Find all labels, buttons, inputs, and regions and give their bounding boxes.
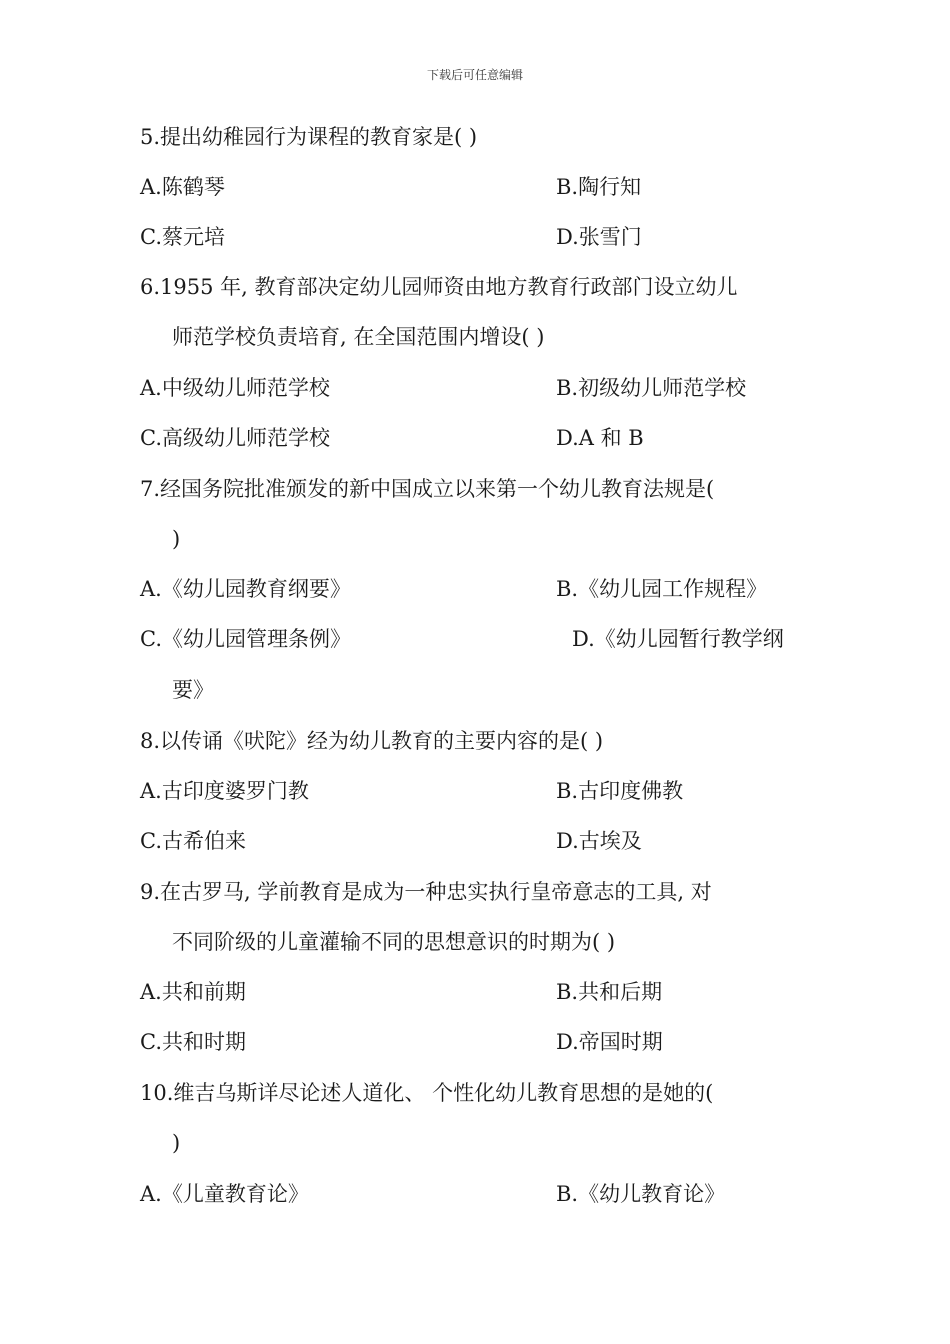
question-9-option-b: B.共和后期 bbox=[556, 980, 663, 1004]
question-7-option-d: D.《幼儿园暂行教学纲 bbox=[572, 627, 784, 651]
question-6-option-b: B.初级幼儿师范学校 bbox=[556, 376, 747, 400]
question-8-option-b: B.古印度佛教 bbox=[556, 779, 684, 803]
question-9-stem-continued: 不同阶级的儿童灌输不同的思想意识的时期为( ) bbox=[172, 930, 616, 954]
question-6-option-d: D.A 和 B bbox=[556, 426, 644, 450]
question-6-stem: 6.1955 年, 教育部决定幼儿园师资由地方教育行政部门设立幼儿 bbox=[140, 275, 738, 299]
question-10-option-b: B.《幼儿教育论》 bbox=[556, 1182, 726, 1206]
question-10-option-a: A.《儿童教育论》 bbox=[140, 1182, 309, 1206]
question-9-stem: 9.在古罗马, 学前教育是成为一种忠实执行皇帝意志的工具, 对 bbox=[140, 880, 712, 904]
question-7-option-b: B.《幼儿园工作规程》 bbox=[556, 577, 768, 601]
page-header: 下载后可任意编辑 bbox=[426, 68, 523, 82]
question-10-stem-continued: ) bbox=[172, 1131, 181, 1155]
question-7-stem: 7.经国务院批准颁发的新中国成立以来第一个幼儿教育法规是( bbox=[140, 477, 715, 501]
question-5-stem: 5.提出幼稚园行为课程的教育家是( ) bbox=[140, 125, 478, 149]
question-8-option-d: D.古埃及 bbox=[556, 829, 642, 853]
question-7-stem-continued: ) bbox=[172, 527, 181, 551]
question-7-option-d-continued: 要》 bbox=[172, 678, 214, 702]
question-8-option-c: C.古希伯来 bbox=[140, 829, 246, 853]
question-5-option-b: B.陶行知 bbox=[556, 175, 642, 199]
question-6-stem-continued: 师范学校负责培育, 在全国范围内增设( ) bbox=[172, 325, 545, 349]
question-10-stem: 10.维吉乌斯详尽论述人道化、 个性化幼儿教育思想的是她的( bbox=[140, 1081, 714, 1105]
question-5-option-a: A.陈鹤琴 bbox=[140, 175, 225, 199]
question-9-option-c: C.共和时期 bbox=[140, 1030, 246, 1054]
question-5-option-d: D.张雪门 bbox=[556, 225, 642, 249]
question-6-option-c: C.高级幼儿师范学校 bbox=[140, 426, 330, 450]
question-9-option-a: A.共和前期 bbox=[140, 980, 246, 1004]
question-8-option-a: A.古印度婆罗门教 bbox=[140, 779, 309, 803]
question-9-option-d: D.帝国时期 bbox=[556, 1030, 663, 1054]
question-7-option-a: A.《幼儿园教育纲要》 bbox=[140, 577, 351, 601]
question-6-option-a: A.中级幼儿师范学校 bbox=[140, 376, 330, 400]
question-7-option-c: C.《幼儿园管理条例》 bbox=[140, 627, 351, 651]
question-5-option-c: C.蔡元培 bbox=[140, 225, 225, 249]
question-8-stem: 8.以传诵《吠陀》经为幼儿教育的主要内容的是( ) bbox=[140, 729, 604, 753]
